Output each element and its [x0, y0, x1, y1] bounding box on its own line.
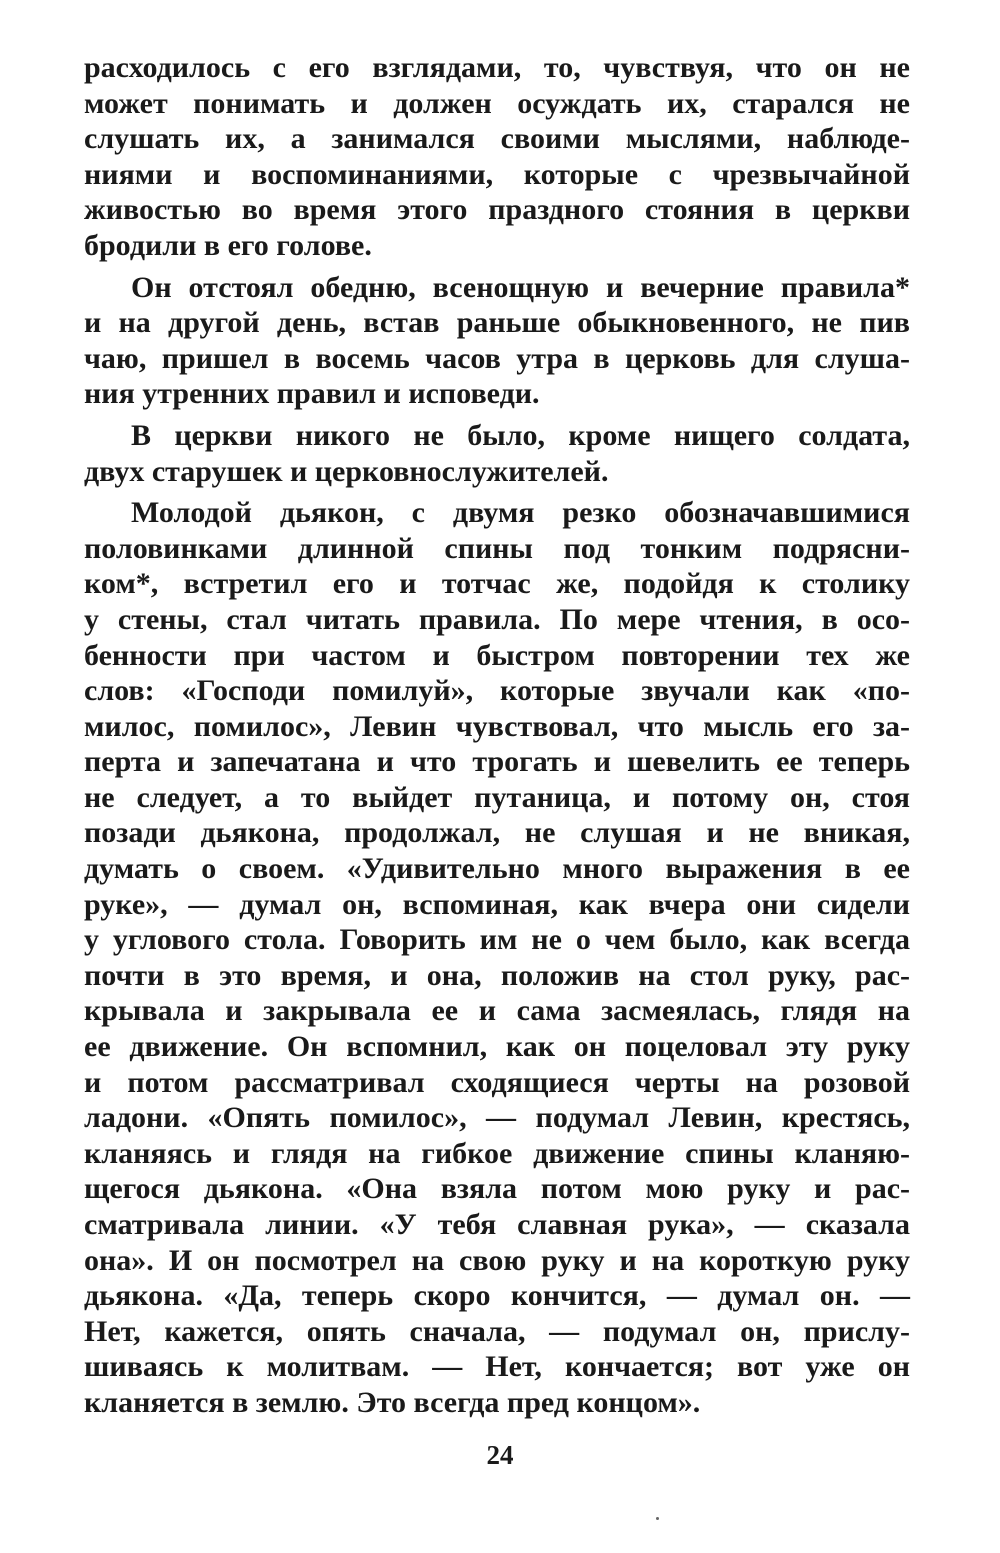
text-line: у стены, стал читать правила. По мере чтения, в осо-: [84, 602, 910, 636]
text-line: у углового стола. Говорить им не о чем было, как всегда: [84, 923, 910, 957]
text-line: крывала и закрывала ее и сама засмеялась, глядя на: [84, 994, 910, 1028]
scan-speck: [656, 1517, 659, 1520]
text-line: Он отстоял обедню, всенощную и вечерние правила*: [131, 270, 910, 304]
text-line: расходилось с его взглядами, то, чувствуя, что он не: [84, 51, 910, 84]
text-line: ее движение. Он вспомнил, как он поцеловал эту руку: [84, 1030, 910, 1064]
paragraph: [84, 418, 910, 489]
text-line: В церкви никого не было, кроме нищего солдата,: [131, 418, 910, 452]
text-line: ниями и воспоминаниями, которые с чрезвычайной: [84, 157, 910, 191]
text-line: может понимать и должен осуждать их, старался не: [84, 86, 910, 120]
paragraph: [84, 50, 910, 264]
page-number: 24: [486, 1440, 514, 1470]
text-line: шиваясь к молитвам. — Нет, кончается; вот уже он: [84, 1350, 910, 1384]
text-line: руке», — думал он, вспоминая, как вчера они сидели: [84, 887, 910, 921]
text-line: ния утренних правил и исповеди.: [84, 377, 540, 411]
text-line: живостью во время этого праздного стояния в церкви: [84, 193, 910, 227]
text-line: она». И он посмотрел на свою руку и на короткую руку: [84, 1243, 910, 1277]
text-line: думать о своем. «Удивительно много выражения в ее: [84, 852, 910, 886]
text-line: бенности при частом и быстром повторении тех же: [84, 638, 910, 672]
text-line: позади дьякона, продолжал, не слушая и не вникая,: [84, 816, 910, 850]
text-line: сматривала линии. «У тебя славная рука», — сказала: [84, 1208, 910, 1241]
text-line: ладони. «Опять помилос», — подумал Левин, крестясь,: [84, 1101, 910, 1135]
text-line: слушать их, а занимался своими мыслями, наблюде-: [84, 122, 910, 156]
text-line: Молодой дьякон, с двумя резко обозначавшимися: [131, 496, 910, 530]
text-line: бродили в его голове.: [84, 228, 372, 262]
text-line: слов: «Господи помилуй», которые звучали как «по-: [84, 674, 910, 708]
text-line: кланяясь и глядя на гибкое движение спины кланяю-: [84, 1136, 910, 1170]
text-line: Нет, кажется, опять сначала, — подумал он, прислу-: [84, 1314, 910, 1348]
text-line: и на другой день, встав раньше обыкновенного, не пив: [84, 306, 910, 340]
text-line: почти в это время, и она, положив на стол руку, рас-: [84, 958, 910, 992]
text-line: перта и запечатана и что трогать и шевелить ее теперь: [84, 745, 910, 779]
text-line: милос, помилос», Левин чувствовал, что мысль его за-: [84, 709, 910, 743]
text-line: и потом рассматривал сходящиеся черты на розовой: [84, 1065, 910, 1099]
text-line: щегося дьякона. «Она взяла потом мою руку и рас-: [84, 1172, 910, 1206]
paragraph: [84, 495, 910, 1420]
text-line: половинками длинной спины под тонким подрясни-: [84, 531, 910, 565]
text-line: кланяется в землю. Это всегда пред концом».: [84, 1385, 701, 1419]
text-line: дьякона. «Да, теперь скоро кончится, — думал он. —: [84, 1279, 910, 1313]
text-line: чаю, пришел в восемь часов утра в церковь для слуша-: [84, 341, 910, 375]
text-line: двух старушек и церковнослужителей.: [84, 454, 609, 488]
page-body-text: [84, 50, 910, 1421]
paragraph: [84, 270, 910, 412]
text-line: ком*, встретил его и тотчас же, подойдя к столику: [84, 567, 910, 601]
text-line: не следует, а то выйдет путаница, и потому он, стоя: [84, 780, 910, 814]
